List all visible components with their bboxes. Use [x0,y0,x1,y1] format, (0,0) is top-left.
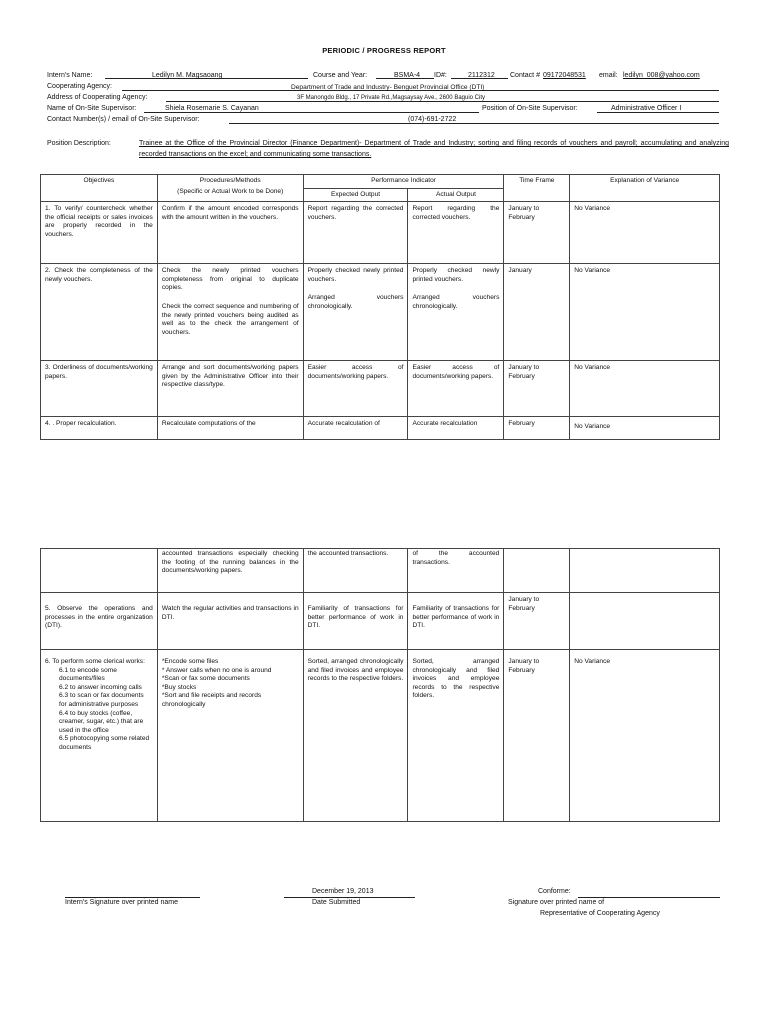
procedure-cell: Confirm if the amount encoded corresponds with the amount written in the vouchers. [157,202,303,264]
expected-cell: Familiarity of transactions for better performance of work in DTI. [303,593,408,650]
objective-line: 6.5 photocopying some related documents [59,735,150,751]
procedure-text: Check the newly printed vouchers completeness from original to duplicate copies. [161,267,299,292]
expected-cell [303,264,408,361]
address-label: Address of Cooperating Agency: [47,94,148,101]
agency-value: Department of Trade and Industry- Benguet Provincial Office (DTI) [291,84,485,91]
table-row [41,417,720,440]
objective-cell: 4. . Proper recalculation. [41,417,158,440]
email-value: ledilyn_008@yahoo.com [623,72,700,79]
actual-cell: Accurate recalculation [408,417,504,440]
actual-cell: Sorted, arranged chronologically and filed invoices and employee records to the respective folders. [408,650,504,822]
table-row [41,264,720,361]
expected-text-2: Arranged vouchers chronologically. [307,294,404,310]
procedure-line: * Answer calls when no one is around [161,666,272,674]
procedure-line: *Buy stocks [161,683,197,691]
report-title: PERIODIC / PROGRESS REPORT [322,46,446,55]
objective-cell [41,650,158,822]
actual-cell: Easier access of documents/working papers. [408,361,504,417]
variance-cell: No Variance [570,650,720,822]
procedure-text-2: Check the correct sequence and numbering of the newly printed vouchers being audited as well as to the check the arrangement of vouchers. [161,302,299,336]
actual-cell [408,264,504,361]
timeframe-cell: January [504,264,570,361]
objective-cell: 3. Orderliness of documents/working papers. [41,361,158,417]
variance-cell: No Variance [570,417,720,440]
position-value: Administrative Officer I [611,105,682,112]
col-procedures: Procedures/Methods [157,175,303,189]
agency-signature-caption-2: Representative of Cooperating Agency [540,910,660,917]
actual-cell: Familiarity of transactions for better performance of work in DTI. [408,593,504,650]
expected-cell: Easier access of documents/working papers. [303,361,408,417]
procedure-cell: Arrange and sort documents/working papers given by the Administrative Officer into their respective class/type. [157,361,303,417]
agency-label: Cooperating Agency: [47,83,112,90]
supervisor-contact-value: (074)-691-2722 [408,116,457,123]
timeframe-cell: January to February [504,361,570,417]
actual-cell: Report regarding the corrected vouchers. [408,202,504,264]
progress-table [40,174,720,440]
objective-cell: 1. To verify/ countercheck whether the official receipts or sales invoices are properly recorded in the vouchers. [41,202,158,264]
timeframe-cell: January to February [504,650,570,822]
id-label: ID#: [434,72,447,79]
contact-value: 09172048531 [543,72,586,79]
address-value: 3F Manongdo Bldg., 17 Private Rd.,Magsaysay Ave., 2600 Baguio City [297,95,485,101]
course-label: Course and Year: [313,72,368,79]
variance-cell [570,593,720,650]
id-value: 2112312 [468,72,495,79]
variance-cell [570,549,720,593]
table-row [41,202,720,264]
procedure-line: *Encode some files [161,658,219,665]
supervisor-label: Name of On-Site Supervisor: [47,105,137,112]
table-row [41,549,720,593]
expected-cell: the accounted transactions. [303,549,408,593]
actual-text: Properly checked newly printed vouchers. [412,267,500,283]
actual-text-2: Arranged vouchers chronologically. [412,294,500,310]
actual-cell: of the accounted transactions. [408,549,504,593]
objective-line: 6.1 to encode some documents/files [59,666,117,683]
procedure-cell [157,650,303,822]
expected-cell: Report regarding the corrected vouchers. [303,202,408,264]
agency-signature-caption: Signature over printed name of [508,899,605,906]
table-row [41,593,720,650]
date-submitted-caption: Date Submitted [312,899,361,906]
timeframe-cell: January to February [504,593,570,650]
procedure-cell: Recalculate computations of the [157,417,303,440]
position-description-text: Trainee at the Office of the Provincial Director (Finance Department)- Department of Trade and Industry; sorting and filing records of vouchers and payroll; accumulating and analyzing recorded transactions on the excel; and communicating some transactions. [139,140,729,158]
objective-line: 6.3 to scan or fax documents for administrative purposes [59,692,144,708]
timeframe-cell: February [504,417,570,440]
supervisor-contact-label: Contact Number(s) / email of On-Site Supervisor: [47,116,200,123]
conforme-line [578,897,720,898]
col-actual: Actual Output [408,188,504,202]
position-label: Position of On-Site Supervisor: [482,105,578,112]
timeframe-cell: January to February [504,202,570,264]
procedure-line: *Scan or fax some documents [161,675,250,683]
procedure-line: *Sort and file receipts and records chronologically [161,692,262,708]
conforme-label: Conforme: [538,888,571,895]
intern-name-label: Intern's Name: [47,72,93,79]
procedure-cell [157,264,303,361]
objective-cell: 2. Check the completeness of the newly vouchers. [41,264,158,361]
col-timeframe: Time Frame [504,175,570,202]
date-submitted-value: December 19, 2013 [312,888,374,895]
progress-table-continued [40,548,720,822]
col-expected: Expected Output [303,188,408,202]
intern-signature-line [65,897,200,898]
contact-label: Contact # [510,72,540,79]
col-objectives: Objectives [41,175,158,202]
objective-line: 6.4 to buy stocks (coffee, creamer, sugar, etc.) that are used in the office [59,709,144,734]
expected-text: Properly checked newly printed vouchers. [307,267,404,283]
objective-line: 6. To perform some clerical works: [45,658,145,665]
col-performance: Performance Indicator [303,175,504,189]
procedure-cell: Watch the regular activities and transactions in DTI. [157,593,303,650]
intern-name-value: Ledilyn M. Magsaoang [152,72,223,79]
date-line [284,897,415,898]
variance-cell: No Variance [570,202,720,264]
table-row [41,650,720,822]
timeframe-cell [504,549,570,593]
col-variance: Explanation of Variance [570,175,720,202]
intern-signature-caption: Intern's Signature over printed name [65,899,179,906]
procedure-cell: accounted transactions especially checking the footing of the running balances in the documents/working papers. [157,549,303,593]
objective-cell [41,549,158,593]
objective-line: 6.2 to answer incoming calls [59,683,142,691]
expected-cell: Accurate recalculation of [303,417,408,440]
email-label: email: [599,72,618,79]
course-value: BSMA-4 [394,72,421,79]
variance-cell: No Variance [570,361,720,417]
position-description-label: Position Description: [47,140,111,147]
supervisor-value: Shiela Rosemarie S. Cayanan [165,105,259,112]
table-header-row [41,175,720,189]
col-procedures-sub: (Specific or Actual Work to be Done) [157,188,303,202]
table-row [41,361,720,417]
variance-cell: No Variance [570,264,720,361]
objective-cell: 5. Observe the operations and processes in the entire organization (DTI). [41,593,158,650]
expected-cell: Sorted, arranged chronologically and filed invoices and employee records to the respective folders. [303,650,408,822]
